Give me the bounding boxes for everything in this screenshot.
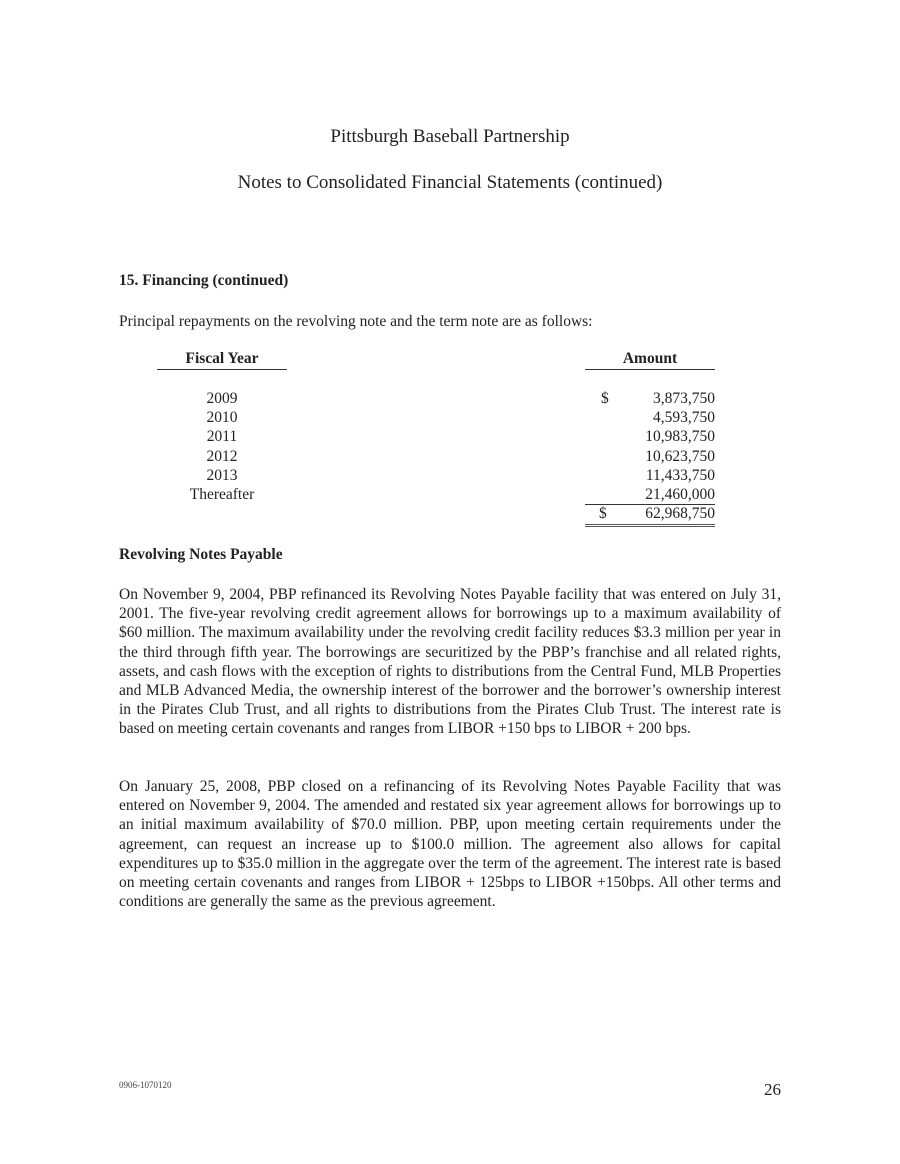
table-row-amount	[585, 485, 715, 505]
table-row-amount	[585, 408, 715, 427]
amount-value: 4,593,750	[653, 409, 715, 427]
column-header-amount: Amount	[585, 350, 715, 370]
table-row-year: Thereafter	[189, 486, 255, 504]
currency-symbol	[585, 408, 615, 427]
currency-symbol	[585, 466, 615, 485]
currency-symbol: $	[601, 390, 609, 407]
revolving-notes-paragraph-2: On January 25, 2008, PBP closed on a refinancing of its Revolving Notes Payable Facility that was entered on November 9, 2004. The amended and restated six year agreement allows for borrowings up to an initial maximum availability of $70.0 million. PBP, upon meeting certain requirements under the agreement, can request an increase up to $100.0 million. The agreement also allows for capital expenditures up to $35.0 million in the aggregate over the term of the agreement. The interest rate is based on meeting certain covenants and ranges from LIBOR + 125bps to LIBOR +150bps. All other terms and conditions are generally the same as the previous agreement.	[119, 778, 781, 911]
currency-symbol	[585, 485, 615, 504]
currency-symbol	[585, 427, 615, 446]
document-code: 0906-1070120	[119, 1080, 172, 1090]
amount-value: 3,873,750	[653, 390, 715, 407]
table-row-amount	[585, 389, 715, 408]
table-row-amount	[585, 447, 715, 466]
table-row-amount	[585, 466, 715, 485]
table-row-year: 2009	[206, 390, 238, 407]
table-row-amount	[585, 427, 715, 446]
document-subtitle: Notes to Consolidated Financial Statements (continued)	[237, 172, 663, 193]
page-number: 26	[764, 1080, 781, 1099]
column-header-fiscal-year: Fiscal Year	[157, 350, 287, 370]
total-currency-symbol: $	[599, 505, 607, 522]
table-row-year: 2010	[206, 409, 238, 427]
table-total-row	[585, 505, 715, 527]
currency-symbol	[585, 447, 615, 466]
amount-value: 21,460,000	[645, 485, 715, 503]
section-heading: 15. Financing (continued)	[119, 272, 289, 289]
revolving-notes-heading: Revolving Notes Payable	[119, 546, 283, 563]
amount-column	[585, 389, 715, 505]
table-row-year: 2012	[206, 447, 238, 465]
amount-value: 10,983,750	[645, 428, 715, 446]
document-title: Pittsburgh Baseball Partnership	[330, 126, 570, 147]
amount-value: 10,623,750	[645, 447, 715, 465]
fiscal-year-column	[157, 389, 287, 504]
table-row-year: 2011	[206, 428, 238, 446]
amount-value: 11,433,750	[645, 466, 715, 484]
total-amount: 62,968,750	[645, 505, 715, 522]
revolving-notes-paragraph-1: On November 9, 2004, PBP refinanced its Revolving Notes Payable facility that was entered on July 31, 2001. The five-year revolving credit agreement allows for borrowings up to a maximum availability of $60 million. The maximum availability under the revolving credit facility reduces $3.3 million per year in the third through fifth year. The borrowings are securitized by the PBP’s franchise and all related rights, assets, and cash flows with the exception of rights to distributions from the Central Fund, MLB Properties and MLB Advanced Media, the ownership interest of the borrower and the borrower’s ownership interest in the Pirates Club Trust, and all rights to distributions from the Pirates Club Trust. The interest rate is based on meeting certain covenants and ranges from LIBOR +150 bps to LIBOR + 200 bps.	[119, 586, 781, 738]
table-row-year: 2013	[206, 466, 238, 484]
section-intro: Principal repayments on the revolving note and the term note are as follows:	[119, 313, 593, 330]
